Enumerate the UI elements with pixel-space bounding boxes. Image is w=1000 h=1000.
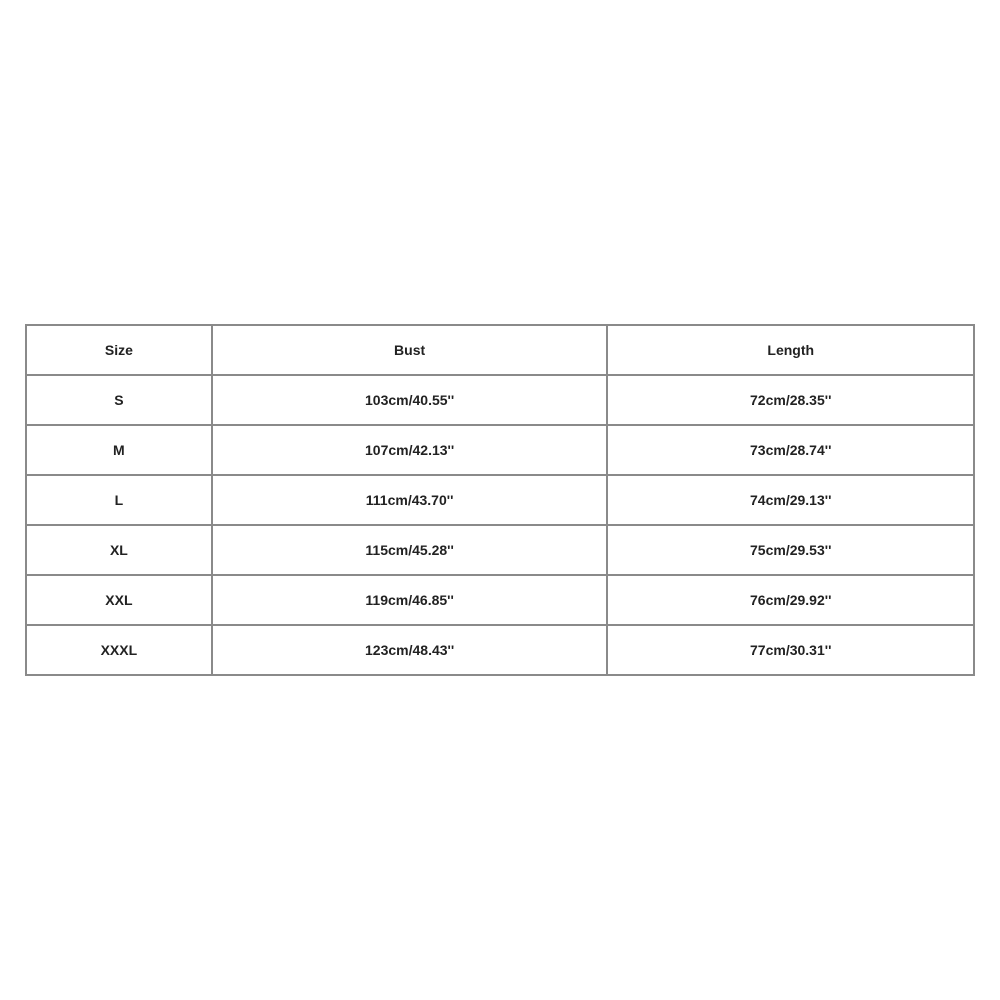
- table-row: [27, 476, 975, 526]
- table-row: [27, 526, 975, 576]
- bust-cell: 111cm/43.70'': [213, 476, 609, 526]
- size-chart-body: [27, 376, 975, 676]
- header-row: [27, 326, 975, 376]
- bust-cell: 123cm/48.43'': [213, 626, 609, 676]
- table-row: [27, 376, 975, 426]
- length-cell: 77cm/30.31'': [608, 626, 975, 676]
- size-cell: XXXL: [27, 626, 213, 676]
- size-cell: XL: [27, 526, 213, 576]
- length-cell: 76cm/29.92'': [608, 576, 975, 626]
- header-length: Length: [608, 326, 975, 376]
- size-chart-header: [27, 326, 975, 376]
- header-size: Size: [27, 326, 213, 376]
- length-cell: 74cm/29.13'': [608, 476, 975, 526]
- length-cell: 73cm/28.74'': [608, 426, 975, 476]
- size-chart-table: [25, 324, 975, 676]
- length-cell: 75cm/29.53'': [608, 526, 975, 576]
- table-row: [27, 626, 975, 676]
- bust-cell: 119cm/46.85'': [213, 576, 609, 626]
- table-row: [27, 426, 975, 476]
- bust-cell: 103cm/40.55'': [213, 376, 609, 426]
- bust-cell: 115cm/45.28'': [213, 526, 609, 576]
- bust-cell: 107cm/42.13'': [213, 426, 609, 476]
- size-cell: L: [27, 476, 213, 526]
- header-bust: Bust: [213, 326, 609, 376]
- table-row: [27, 576, 975, 626]
- size-cell: M: [27, 426, 213, 476]
- length-cell: 72cm/28.35'': [608, 376, 975, 426]
- size-cell: XXL: [27, 576, 213, 626]
- size-cell: S: [27, 376, 213, 426]
